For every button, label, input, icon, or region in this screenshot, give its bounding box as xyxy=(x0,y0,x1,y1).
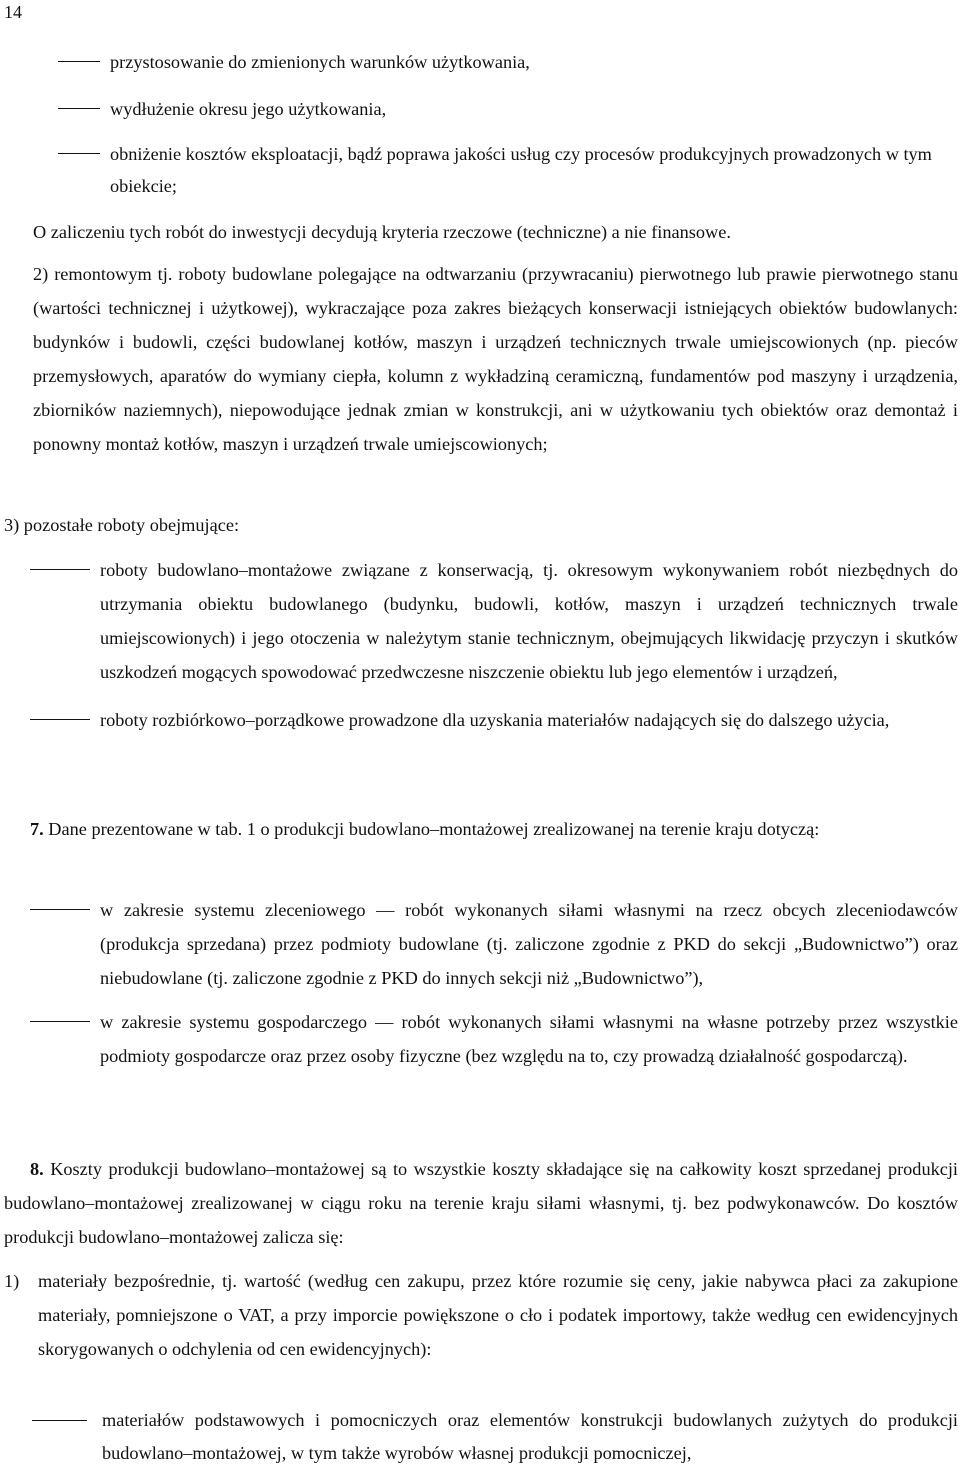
list-item: wydłużenie okresu jego użytkowania, xyxy=(0,91,958,127)
page-number: 14 xyxy=(4,2,22,22)
paragraph-section-7: 7. Dane prezentowane w tab. 1 o produkcji budowlano–montażowej zrealizowanej na terenie kraju dotyczą: xyxy=(30,819,820,839)
item3-list xyxy=(0,553,958,737)
list-item: obniżenie kosztów eksploatacji, bądź poprawa jakości usług czy procesów produkcyjnych prowadzonych w tym obiekcie; xyxy=(0,138,958,202)
item-number: 1) xyxy=(4,1271,20,1291)
paragraph: 2) remontowym tj. roboty budowlane polegające na odtwarzaniu (przywracaniu) pierwotnego lub prawie pierwotnego stanu (wartości technicznej i użytkowej), wykraczające poza zakres bieżących konserwacji istniejących obiektów budowlanych: budynków i budowli, części budowlanej kotłów, maszyn i urządzeń technicznych trwale umiejscowionych (np. pieców przemysłowych, aparatów do wymiany ciepła, kolumn z wykładziną ceramiczną, fundamentów pod maszyny i urządzenia, zbiorników naziemnych), niepowodujące jednak zmian w konstrukcji, ani w użytkowaniu tych obiektów oraz demontaż i ponowny montaż kotłów, maszyn i urządzeń trwale umiejscowionych; xyxy=(33,264,958,454)
paragraph-section-8: 8. Koszty produkcji budowlano–montażowej są to wszystkie koszty składające się na całkowity koszt sprzedanej produkcji budowlano–montażowej zrealizowanej w ciągu roku na terenie kraju siłami własnymi, tj. bez podwykonawców. Do kosztów produkcji budowlano–montażowej zalicza się: xyxy=(4,1159,959,1247)
paragraph: 3) pozostałe roboty obejmujące: xyxy=(4,515,240,535)
paragraph: O zaliczeniu tych robót do inwestycji decydują kryteria rzeczowe (techniczne) a nie finansowe. xyxy=(33,222,731,242)
item8-1-list xyxy=(0,1404,958,1470)
section7-list xyxy=(0,893,958,1073)
list-item: roboty budowlano–montażowe związane z konserwacją, tj. okresowym wykonywaniem robót niezbędnych do utrzymania obiektu budowlanego (budynku, budowli, kotłów, maszyn i urządzeń technicznych trwale umiejscowionych) i jego otoczenia w należytym stanie technicznym, obejmujących likwidację przyczyn i skutków uszkodzeń mogących spowodować przedwczesne niszczenie obiektu lub jego elementów i urządzeń, xyxy=(0,553,960,689)
list-item: materiałów podstawowych i pomocniczych oraz elementów konstrukcji budowlanych zużytych do produkcji budowlano–montażowej, w tym także wyrobów własnej produkcji pomocniczej, xyxy=(0,1404,960,1470)
list-item: w zakresie systemu zleceniowego — robót wykonanych siłami własnymi na rzecz obcych zleceniodawców (produkcja sprzedana) przez podmioty budowlane (tj. zaliczone zgodnie z PKD do sekcji „Budownictwo”) oraz niebudowlane (tj. zaliczone zgodnie z PKD do innych sekcji niż „Budownictwo”), xyxy=(0,893,960,995)
section-number: 8. xyxy=(30,1159,44,1179)
list-item-numbered: 1) materiały bezpośrednie, tj. wartość (według cen zakupu, przez które rozumie się ceny, jakie nabywca płaci za zakupione materiały, pomniejszone o VAT, a przy imporcie powiększone o cło i podatek importowy, także według cen ewidencyjnych skorygowanych o odchylenia od cen ewidencyjnych): xyxy=(4,1264,958,1366)
top-list xyxy=(0,44,958,202)
list-item: w zakresie systemu gospodarczego — robót wykonanych siłami własnymi na własne potrzeby przez wszystkie podmioty gospodarcze oraz przez osoby fizyczne (bez względu na to, czy prowadzą działalność gospodarczą). xyxy=(0,1005,960,1073)
list-item: przystosowanie do zmienionych warunków użytkowania, xyxy=(0,44,958,80)
section-number: 7. xyxy=(30,819,44,839)
list-item: roboty rozbiórkowo–porządkowe prowadzone dla uzyskania materiałów nadających się do dalszego użycia, xyxy=(0,703,960,737)
